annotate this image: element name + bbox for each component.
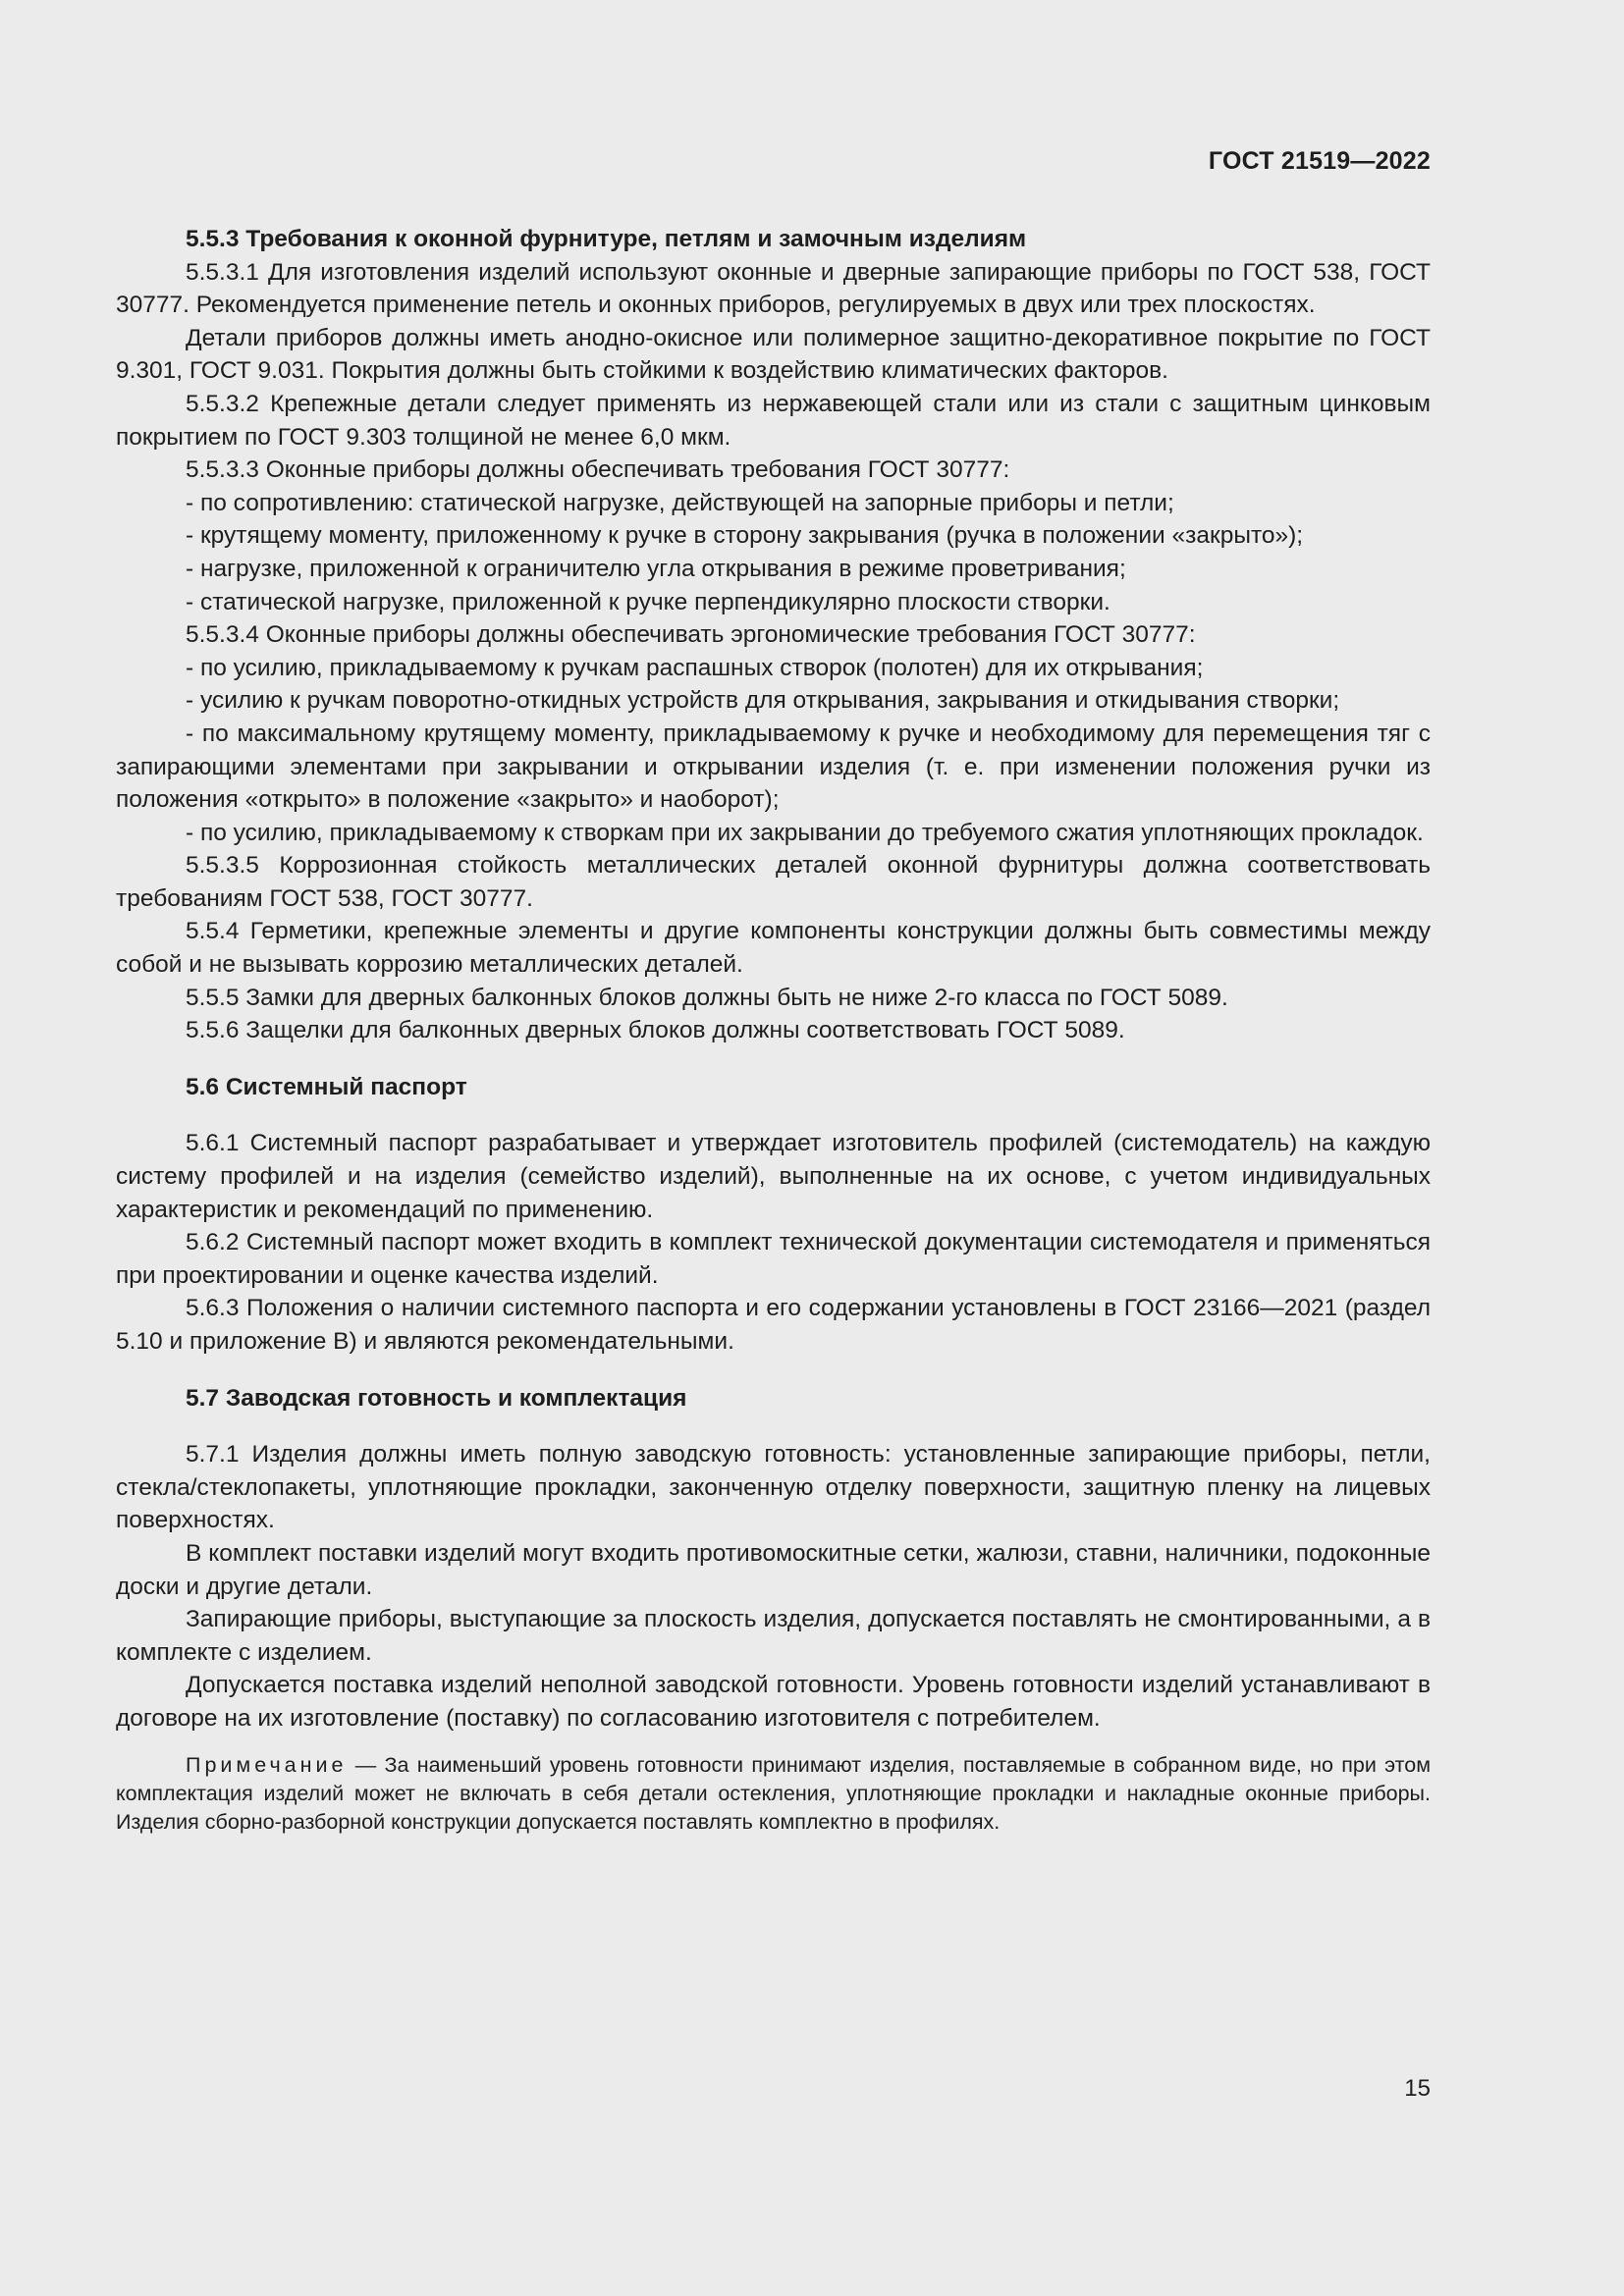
note-label: Примечание: [186, 1752, 348, 1777]
page-number: 15: [1404, 2075, 1431, 2102]
paragraph: 5.5.3.1 Для изготовления изделий используют оконные и дверные запирающие приборы по ГОСТ 538, ГОСТ 30777. Рекомендуется применение петель и оконных приборов, регулируемых в двух или трех плоскостях.: [116, 258, 1431, 319]
section-heading-5-7: 5.7 Заводская готовность и комплектация: [186, 1384, 687, 1412]
list-item: - нагрузке, приложенной к ограничителю угла открывания в режиме проветривания;: [186, 555, 1126, 582]
paragraph: 5.5.3.3 Оконные приборы должны обеспечивать требования ГОСТ 30777:: [186, 456, 1010, 484]
paragraph: Запирающие приборы, выступающие за плоскость изделия, допускается поставлять не смонтированными, а в комплекте с изделием.: [116, 1606, 1431, 1666]
paragraph: 5.6.1 Системный паспорт разрабатывает и утверждает изготовитель профилей (системодатель) на каждую систему профилей и на изделия (семейство изделий), выполненные на их основе, с учетом индивидуальных характеристик и рекомендаций по применению.: [116, 1130, 1431, 1223]
paragraph: 5.5.4 Герметики, крепежные элементы и другие компоненты конструкции должны быть совместимы между собой и не вызывать коррозию металлических деталей.: [116, 918, 1431, 979]
list-item: - по сопротивлению: статической нагрузке, действующей на запорные приборы и петли;: [186, 489, 1174, 516]
note: [116, 1751, 1431, 1837]
paragraph: Допускается поставка изделий неполной заводской готовности. Уровень готовности изделий устанавливают в договоре на их изготовление (поставку) по согласованию изготовителя с потребителем.: [116, 1672, 1431, 1732]
list-item: - по максимальному крутящему моменту, прикладываемому к ручке и необходимому для перемещения тяг с запирающими элементами при закрывании и открывании изделия (т. е. при изменении положения ручки из положения «открыто» в положение «закрыто» и наоборот);: [116, 720, 1431, 814]
note-text: — За наименьший уровень готовности принимают изделия, поставляемые в собранном виде, но при этом комплектация изделий может не включать в себя детали остекления, уплотняющие прокладки и накладные оконные приборы. Изделия сборно-разборной конструкции допускается поставлять комплектно в профилях.: [116, 1752, 1431, 1834]
document-body: [116, 223, 1431, 1837]
paragraph: 5.5.5 Замки для дверных балконных блоков должны быть не ниже 2-го класса по ГОСТ 5089.: [186, 984, 1228, 1011]
list-item: - усилию к ручкам поворотно-откидных устройств для открывания, закрывания и откидывания створки;: [186, 687, 1340, 715]
paragraph: В комплект поставки изделий могут входить противомоскитные сетки, жалюзи, ставни, наличники, подоконные доски и другие детали.: [116, 1539, 1431, 1600]
list-item: - по усилию, прикладываемому к ручкам распашных створок (полотен) для их открывания;: [186, 654, 1204, 681]
paragraph: 5.6.2 Системный паспорт может входить в комплект технической документации системодателя и применяться при проектировании и оценке качества изделий.: [116, 1229, 1431, 1289]
section-heading-5-5-3: 5.5.3 Требования к оконной фурнитуре, петлям и замочным изделиям: [186, 226, 1027, 252]
paragraph: 5.7.1 Изделия должны иметь полную заводскую готовность: установленные запирающие приборы, петли, стекла/стеклопакеты, уплотняющие прокладки, законченную отделку поверхности, защитную пленку на лицевых поверхностях.: [116, 1441, 1431, 1534]
paragraph: 5.5.3.5 Коррозионная стойкость металлических деталей оконной фурнитуры должна соответствовать требованиям ГОСТ 538, ГОСТ 30777.: [116, 852, 1431, 912]
paragraph: 5.5.3.4 Оконные приборы должны обеспечивать эргономические требования ГОСТ 30777:: [186, 621, 1196, 649]
paragraph: 5.6.3 Положения о наличии системного паспорта и его содержании установлены в ГОСТ 23166—2021 (раздел 5.10 и приложение В) и являются рекомендательными.: [116, 1295, 1431, 1355]
list-item: - статической нагрузке, приложенной к ручке перпендикулярно плоскости створки.: [186, 588, 1110, 615]
section-heading-5-6: 5.6 Системный паспорт: [186, 1073, 467, 1100]
paragraph: Детали приборов должны иметь анодно-окисное или полимерное защитно-декоративное покрытие по ГОСТ 9.301, ГОСТ 9.031. Покрытия должны быть стойкими к воздействию климатических факторов.: [116, 324, 1431, 385]
document-id: ГОСТ 21519—2022: [1208, 147, 1431, 175]
list-item: - по усилию, прикладываемому к створкам при их закрывании до требуемого сжатия уплотняющих прокладок.: [186, 819, 1424, 846]
paragraph: 5.5.6 Защелки для балконных дверных блоков должны соответствовать ГОСТ 5089.: [186, 1017, 1125, 1044]
paragraph: 5.5.3.2 Крепежные детали следует применять из нержавеющей стали или из стали с защитным цинковым покрытием по ГОСТ 9.303 толщиной не менее 6,0 мкм.: [116, 390, 1431, 451]
list-item: - крутящему моменту, приложенному к ручке в сторону закрывания (ручка в положении «закрыто»);: [186, 522, 1304, 550]
